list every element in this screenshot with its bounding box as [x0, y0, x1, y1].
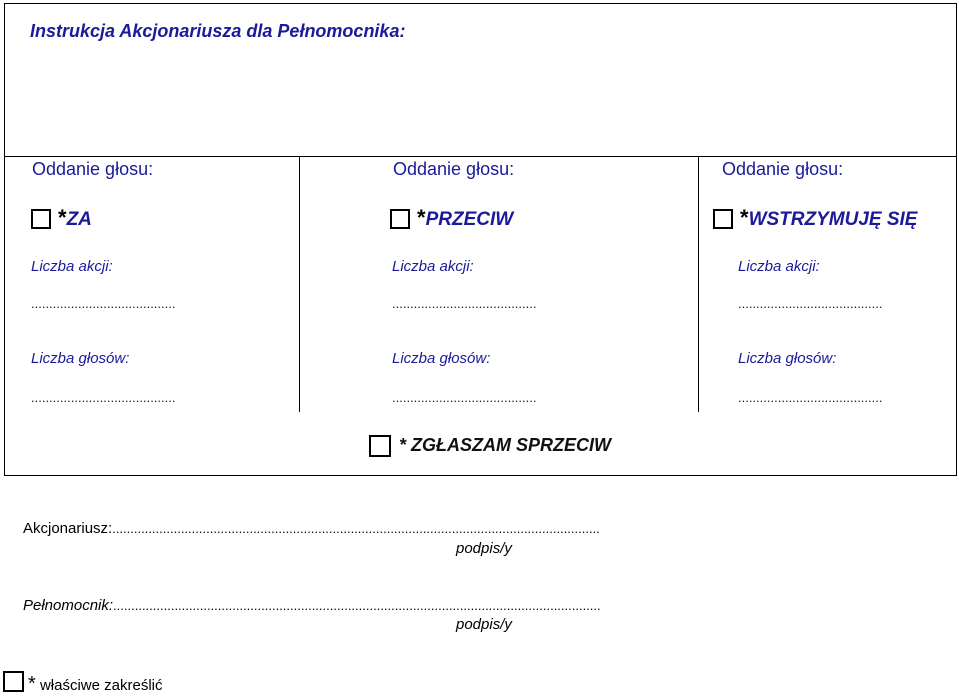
votes-label-abstain: Liczba głosów:: [738, 350, 837, 367]
shares-field-against[interactable]: ........................................: [392, 296, 537, 311]
star-mark: *: [58, 205, 67, 230]
shareholder-signature-line[interactable]: [23, 520, 600, 537]
votes-label-for: Liczba głosów:: [31, 350, 130, 367]
shareholder-dots: .......................................................................................................................................: [112, 521, 600, 536]
votes-field-abstain[interactable]: ........................................: [738, 390, 883, 405]
footnote-checkbox: [3, 671, 24, 692]
proxy-label: Pełnomocnik:: [23, 597, 114, 614]
shares-field-abstain[interactable]: ........................................: [738, 296, 883, 311]
option-against: [417, 205, 513, 231]
column-divider-1: [299, 156, 300, 412]
column-header-abstain: Oddanie głosu:: [722, 159, 844, 179]
column-header-for: Oddanie głosu:: [32, 159, 154, 179]
shares-label-against: Liczba akcji:: [392, 258, 474, 275]
option-abstain-label: WSTRZYMUJĘ SIĘ: [748, 209, 918, 230]
star-mark: *: [417, 205, 426, 230]
checkbox-for[interactable]: [31, 209, 51, 229]
checkbox-objection[interactable]: [369, 435, 391, 457]
form-title: Instrukcja Akcjonariusza dla Pełnomocnika:: [30, 21, 406, 41]
proxy-signature-line[interactable]: [23, 597, 601, 614]
column-divider-2: [698, 156, 699, 412]
star-mark: *: [740, 205, 749, 230]
column-header-against: Oddanie głosu:: [393, 159, 515, 179]
votes-field-for[interactable]: ........................................: [31, 390, 176, 405]
option-for: [58, 205, 92, 231]
votes-field-against[interactable]: ........................................: [392, 390, 537, 405]
checkbox-against[interactable]: [390, 209, 410, 229]
footnote-star: *: [28, 673, 36, 695]
footnote-text: właściwe zakreślić: [39, 677, 163, 694]
shares-field-for[interactable]: ........................................: [31, 296, 176, 311]
shareholder-signature-caption: podpis/y: [456, 540, 512, 557]
shares-label-abstain: Liczba akcji:: [738, 258, 820, 275]
footnote: [28, 673, 163, 696]
instruction-frame: [4, 3, 957, 476]
proxy-dots: .......................................................................................................................................: [113, 598, 601, 613]
option-against-label: PRZECIW: [425, 209, 514, 230]
proxy-signature-caption: podpis/y: [456, 616, 512, 633]
shares-label-for: Liczba akcji:: [31, 258, 113, 275]
option-for-label: ZA: [66, 209, 92, 230]
header-divider: [4, 156, 957, 157]
shareholder-label: Akcjonariusz:: [23, 520, 113, 537]
objection-label: * ZGŁASZAM SPRZECIW: [399, 435, 611, 455]
votes-label-against: Liczba głosów:: [392, 350, 491, 367]
option-abstain: [740, 205, 917, 231]
checkbox-abstain[interactable]: [713, 209, 733, 229]
